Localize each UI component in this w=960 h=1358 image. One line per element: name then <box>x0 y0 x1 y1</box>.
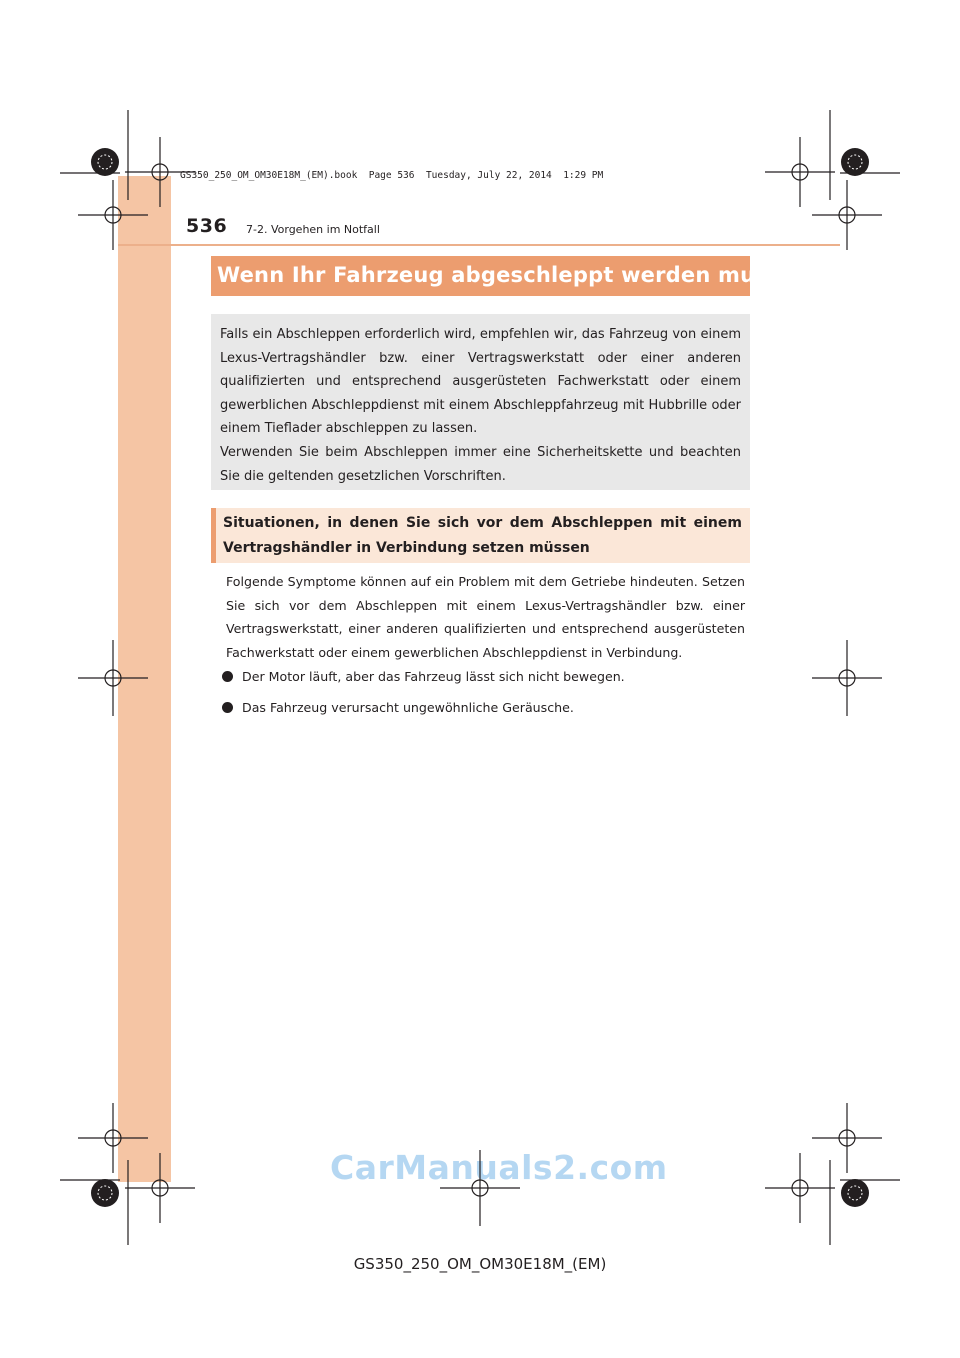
crop-mark-icon <box>765 137 835 207</box>
bullet-text: Das Fahrzeug verursacht ungewöhnliche Geräusche. <box>242 700 574 715</box>
crop-mark-icon <box>812 180 882 250</box>
section-title: Wenn Ihr Fahrzeug abgeschleppt werden muss <box>217 263 781 287</box>
section-title-bar <box>211 256 781 296</box>
intro-paragraph-1: Falls ein Abschleppen erforderlich wird, empfehlen wir, das Fahrzeug von einem Lexus-Vertragshändler bzw. einer Vertragswerkstatt oder einer anderen qualifizierten und entsprechend ausgerüsteten Fachwerkstatt oder einem gewerblichen Abschleppdienst mit einem Abschleppfahrzeug mit Hubbrille oder einem Tieflader abschleppen zu lassen. <box>220 327 741 437</box>
crop-mark-icon <box>812 1103 882 1173</box>
list-item <box>222 700 742 715</box>
registration-target-icon <box>91 1179 119 1207</box>
subsection-title: Situationen, in denen Sie sich vor dem Abschleppen mit einem Vertragshändler in Verbindung setzen müssen <box>223 515 742 556</box>
section-reference: 7-2. Vorgehen im Notfall <box>246 223 380 236</box>
intro-paragraph-2: Verwenden Sie beim Abschleppen immer eine Sicherheitskette und beachten Sie die geltenden gesetzlichen Vorschriften. <box>220 444 741 484</box>
crop-mark-icon <box>812 640 882 716</box>
page-number: 536 <box>186 215 228 237</box>
bullet-dot-icon <box>222 671 233 682</box>
intro-box <box>211 314 750 490</box>
watermark: CarManuals2.com <box>330 1148 668 1187</box>
footer-doc-code: GS350_250_OM_OM30E18M_(EM) <box>353 1255 607 1273</box>
print-slug: GS350_250_OM_OM30E18M_(EM).book Page 536 Tuesday, July 22, 2014 1:29 PM <box>180 170 604 181</box>
registration-target-icon <box>841 148 869 176</box>
subsection-body: Folgende Symptome können auf ein Problem mit dem Getriebe hindeuten. Setzen Sie sich vor dem Abschleppen mit einem Lexus-Vertragshändler bzw. einer Vertragswerkstatt, einer anderen qualifizierten und entsprechend ausgerüsteten Fachwerkstatt oder einem gewerblichen Abschleppdienst in Verbindung. <box>226 574 745 660</box>
subsection-title-bar <box>211 508 750 563</box>
registration-target-icon <box>841 1179 869 1207</box>
list-item <box>222 669 742 684</box>
header-rule <box>118 244 840 246</box>
bullet-text: Der Motor läuft, aber das Fahrzeug lässt sich nicht bewegen. <box>242 669 625 684</box>
bullet-dot-icon <box>222 702 233 713</box>
side-color-band <box>118 176 171 1182</box>
crop-mark-icon <box>765 1153 835 1223</box>
registration-target-icon <box>91 148 119 176</box>
